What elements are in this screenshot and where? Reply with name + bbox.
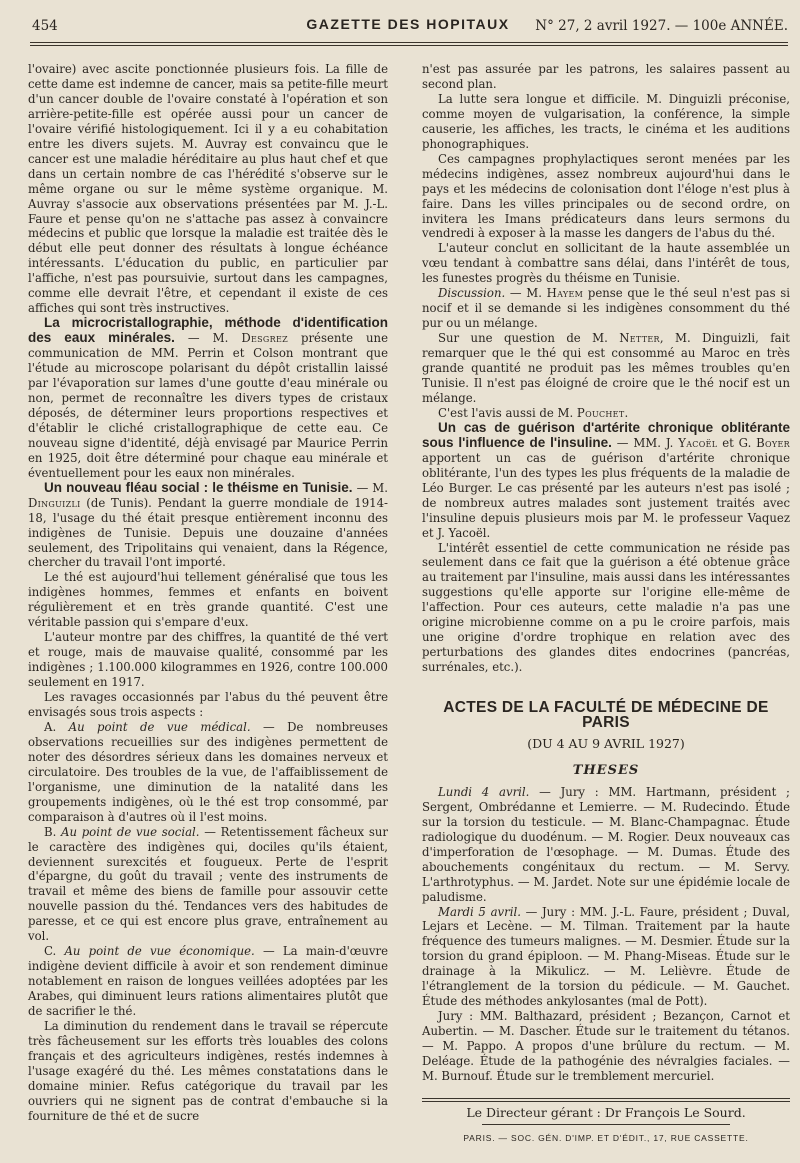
paragraph: Ces campagnes prophylactiques seront menées par les médecins indigènes, assez nombreux aujourd'hui dans le pays et les médecins de colonisation dont l'éloge n'est plus à faire. Dans les villes principales ou de second ordre, on invitera les Imans prédicateurs dans leurs sermons du vendredi à exposer à la masse les dangers de l'abus du thé. — [422, 151, 790, 241]
label: B. — [44, 824, 62, 839]
author: Pouchet — [576, 405, 625, 420]
text: . — [624, 405, 629, 420]
paragraph: l'ovaire) avec ascite ponctionnée plusieurs fois. La fille de cette dame est indemne de cancer, mais sa petite-fille meurt d'un cancer double de l'ovaire constaté à l'opération et son arrière-petite-fille est opérée aussi pour un cancer de l'ovaire vérifié histologiquement. Ici il y a eu cohabitation entre les divers sujets. M. Auvray est convaincu que le cancer est une maladie héréditaire au plus haut chef et que dans un certain nombre de cas l'hérédité s'observe sur le même organe ou sur le même système organique. M. Auvray s'associe aux observations présentées par M. J.-L. Faure et pense qu'on ne s'attache pas assez à convaincre médecins et public que lorsque la maladie est traitée dès le début elle peut donner des résultats à longue échéance intéressants. L'éducation du public, en particulier par l'affiche, n'est pas poursuivie, surtout dans les campagnes, comme elle devrait l'être, et cependant il existe de ces affiches qui sont très instructives. — [28, 62, 388, 316]
text: — Jury : MM. Hartmann, président ; Sergent, Ombrédanne et Lemierre. — M. Rudecindo. Étude sur la torsion du testicule. — M. Blanc-Champagnac. Étude radiologique du duodénum. — M. Rogier. Deux nouveaux cas d'imperforation de l'œsophage. — M. Dumas. Étude des abouchements congénitaux du rectum. — M. Servy. L'arthrotyphus. — M. Jardet. Note sur une épidémie locale de paludisme. — [422, 784, 790, 904]
label: C. — [44, 944, 65, 959]
printer-line: PARIS. — SOC. GÉN. D'IMP. ET D'ÉDIT., 17, RUE CASSETTE. — [463, 1132, 749, 1143]
author: Yacoël — [678, 435, 718, 450]
section-date: (DU 4 AU 9 AVRIL 1927) — [527, 735, 685, 751]
theses-heading: THESES — [572, 762, 640, 778]
journal-title: GAZETTE DES HOPITAUX — [306, 16, 510, 32]
article-text: (de Tunis). Pendant la guerre mondiale de 1914-18, l'usage du thé était presque entièrement inconnu des indigènes de Tunisie. Depuis une douzaine d'années seulement, des Tripolitains qui venaient, dans la Régence, chercher du travail l'ont importé. — [28, 495, 388, 570]
separator — [422, 1098, 790, 1102]
text: et G. — [717, 435, 757, 450]
text: — De nombreuses observations recueillies sur des indigènes permettent de noter des désordres sérieux dans les domaines nerveux et circulatoire. Des troubles de la vue, de l'affaiblissement de l'organisme, une diminution de la natalité dans les groupements indigènes, où le thé est trop consommé, par comparaison à d'autres où il l'est moins. — [28, 719, 388, 824]
right-column — [422, 62, 790, 1146]
paragraph — [422, 406, 790, 421]
paragraph: La diminution du rendement dans le travail se répercute très fâcheusement sur les efforts très louables des colons français et des agriculteurs indigènes, restés indemnes à l'usage exagéré du thé. Les mêmes constatations dans le domaine minier. Refus catégorique du travail par les ouvriers qui ne signent pas de contrat d'embauche si la fourniture de thé et de sucre — [28, 1019, 388, 1123]
issue-date: N° 27, 2 avril 1927. — 100e ANNÉE. — [535, 18, 788, 34]
subheading: Au point de vue social. — [61, 824, 200, 839]
author: Boyer — [756, 435, 790, 450]
label: A. — [44, 719, 69, 734]
article-title: Un nouveau fléau social : le théisme en Tunisie. — [44, 479, 353, 495]
subheading: Discussion. — [438, 286, 506, 301]
left-column — [28, 62, 388, 1124]
dash: — M. — [174, 331, 242, 346]
author: Desgrez — [241, 331, 288, 346]
author: Hayem — [546, 286, 584, 301]
text: C'est l'avis aussi de M. — [438, 405, 577, 420]
text: , M. Dinguizli, fait remarquer que le thé qui est consommé au Maroc en très grande quantité ne produit pas les mêmes troubles qu'en Tunisie. Il n'est pas éloigné de croire que le thé nocif est un mélange. — [422, 331, 790, 405]
day-label: Lundi 4 avril. — [438, 784, 530, 799]
paragraph: Jury : MM. Balthazard, président ; Bezançon, Carnot et Aubertin. — M. Dascher. Étude sur le traitement du tétanos. — M. Pappo. A propos d'une brûlure du rectum. — M. Deléage. Étude de la pathogénie des névralgies faciales. — M. Burnouf. Étude sur le tremblement mercuriel. — [422, 1009, 790, 1083]
section-title-actes: ACTES DE LA FACULTÉ DE MÉDECINE DE PARIS — [443, 699, 769, 732]
paragraph: n'est pas assurée par les patrons, les salaires passent au second plan. — [422, 62, 790, 91]
text: — Jury : MM. J.-L. Faure, président ; Duval, Lejars et Lecène. — M. Tilman. Traitement par la haute fréquence des tumeurs malignes. — M. Desmier. Étude sur la torsion du grand épiploon. — M. Phang-Miseas. Étude sur le drainage à la Mikulicz. — M. Lelièvre. Étude de l'étranglement de la torsion du pédicule. — M. Gauchet. Étude des méthodes ankylosantes (mal de Pott). — [422, 904, 790, 1009]
article-microcristallographie — [28, 316, 388, 480]
paragraph: Les ravages occasionnés par l'abus du thé peuvent être envisagés sous trois aspects : — [28, 690, 388, 719]
point-a — [28, 720, 388, 825]
header-rule — [30, 42, 788, 43]
article-text: présente une communication de MM. Perrin et Colson montrant que l'étude au microscope polarisant du dépôt cristallin laissé par l'évaporation sur lames d'une goutte d'eau minérale ou non, permet de reconnaître les divers types de cristaux déposés, de déterminer leurs proportions respectives et d'établir le cliché cristallographique de cette eau. Ce nouveau signe d'identité, déjà envisagé par Maurice Perrin en 1925, doit être déterminé pour chaque eau minérale et éventuellement pour les eaux non minérales. — [28, 331, 388, 480]
article-arterite — [422, 421, 790, 541]
day-label: Mardi 5 avril. — [438, 904, 521, 919]
theses-mardi — [422, 905, 790, 1010]
article-text: apportent un cas de guérison d'artérite chronique oblitérante, l'un des types les plus fréquents de la maladie de Léo Burger. Le cas présenté par les auteurs n'est pas isolé ; de nombreux autres malades sont justement traités avec l'insuline depuis plusieurs mois par M. le professeur Vaquez et J. Yacoël. — [422, 450, 790, 540]
subheading: Au point de vue économique. — [64, 944, 255, 959]
text: pense que le thé seul n'est pas si nocif et il se demande si les indigènes consomment du thé pur ou un mélange. — [422, 286, 790, 331]
rule — [482, 1124, 730, 1125]
text: Sur une question de M. — [438, 331, 620, 346]
dash: — M. — [505, 286, 547, 301]
paragraph: L'intérêt essentiel de cette communication ne réside pas seulement dans ce fait que la guérison a été obtenue grâce au traitement par l'insuline, mais aussi dans les intéressantes suggestions qu'elle apporte sur l'origine elle-même de l'affection. Pour ces auteurs, cette maladie n'a pas une origine microbienne comme on a pu le croire parfois, mais une origine d'ordre trophique en relation avec des perturbations des glandes dites endocrines (pancréas, surrénales, etc.). — [422, 540, 790, 675]
page-number: 454 — [32, 18, 58, 34]
discussion — [422, 286, 790, 331]
theses-lundi — [422, 785, 790, 905]
article-title: Un cas de guérison d'artérite chronique oblitérante sous l'influence de l'insuline. — [422, 419, 790, 450]
dash: — M. — [352, 480, 388, 495]
point-c — [28, 944, 388, 1019]
paragraph — [422, 331, 790, 406]
gerant-line: Le Directeur gérant : Dr François Le Sourd. — [466, 1104, 746, 1120]
paragraph: La lutte sera longue et difficile. M. Dinguizli préconise, comme moyen de vulgarisation, la conférence, la simple causerie, les affiches, les tracts, le cinéma et les auditions phonographiques. — [422, 91, 790, 151]
point-b — [28, 825, 388, 945]
page-header — [28, 14, 788, 36]
paragraph: L'auteur conclut en sollicitant de la haute assemblée un vœu tendant à combattre sans délai, dans l'intérêt de tous, les funestes progrès du théisme en Tunisie. — [422, 241, 790, 286]
text: — La main-d'œuvre indigène devient difficile à avoir et son rendement diminue notablement en raison de longues veillées adoptées par les Arabes, qui diminuent leurs rations alimentaires plutôt que de sacrifier le thé. — [28, 944, 388, 1019]
article-title: La microcristallographie, méthode d'identification des eaux minérales. — [28, 315, 388, 346]
paragraph: L'auteur montre par des chiffres, la quantité de thé vert et rouge, mais de mauvaise qualité, consommé par les indigènes ; 1.100.000 kilogrammes en 1926, contre 100.000 seulement en 1917. — [28, 630, 388, 690]
paragraph: Le thé est aujourd'hui tellement généralisé que tous les indigènes hommes, femmes et enfants en boivent régulièrement et en très grande quantité. C'est une véritable passion qui s'empare d'eux. — [28, 570, 388, 630]
subheading: Au point de vue médical. — [68, 719, 251, 734]
author: Netter — [619, 331, 660, 346]
header-rule-2 — [30, 45, 788, 46]
author: Dinguizli — [28, 495, 81, 510]
text: — Retentissement fâcheux sur le caractère des indigènes qui, dociles qu'ils étaient, deviennent surexcités et fougueux. Perte de l'esprit d'épargne, du goût du travail ; vente des instruments de travail et même des biens de famille pour assouvir cette nouvelle passion du thé. Tendances vers des habitudes de paresse, et ce qui est encore plus grave, entraînement au vol. — [28, 824, 388, 944]
dash: — MM. J. — [611, 435, 679, 450]
article-theisme — [28, 481, 388, 571]
